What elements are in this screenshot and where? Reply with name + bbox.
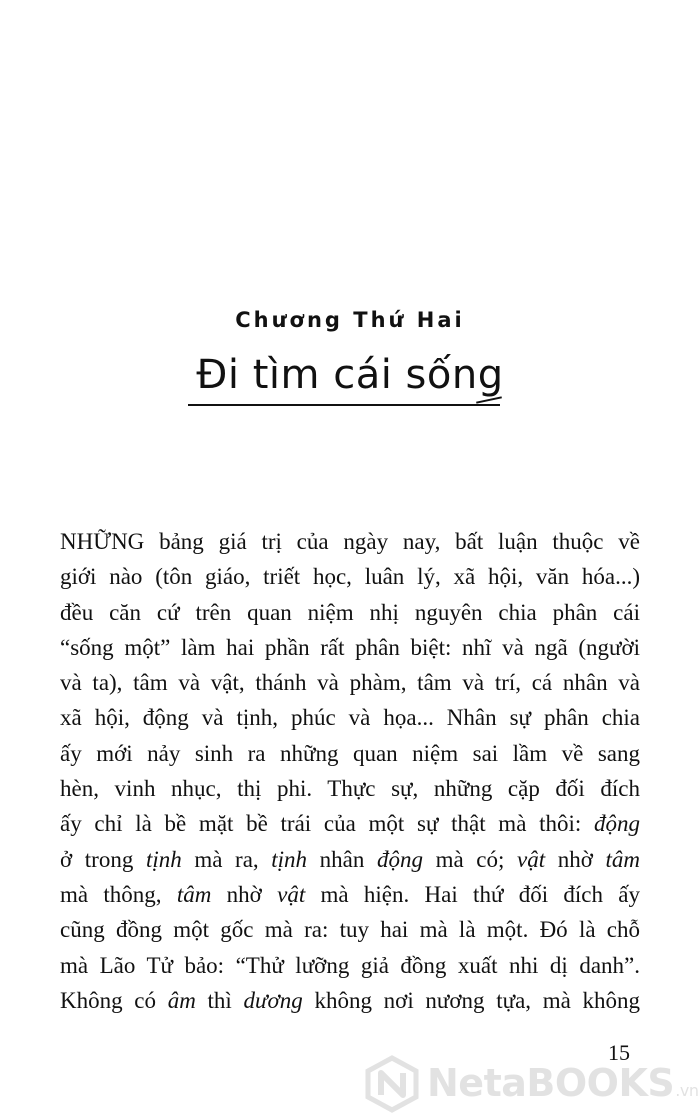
text-segment: cũng đồng một gốc mà ra: tuy hai mà là một. Đó là chỗ — [60, 917, 640, 943]
netabooks-logo-icon — [363, 1055, 421, 1113]
text-segment: nhờ — [211, 881, 278, 907]
italic-term: tịnh — [271, 846, 308, 872]
text-segment: mà ra, — [181, 846, 272, 872]
text-segment: đều căn cứ trên quan niệm nhị nguyên chia phân cái — [60, 599, 640, 625]
text-line — [60, 630, 640, 665]
text-line — [60, 877, 640, 912]
italic-term: động — [594, 811, 640, 837]
italic-term: dương — [243, 987, 303, 1013]
text-line — [60, 559, 640, 594]
chapter-title: Đi tìm cái sống — [196, 352, 504, 398]
text-segment: và ta), tâm và vật, thánh và phàm, tâm và trí, cá nhân và — [60, 670, 640, 696]
text-line — [60, 842, 640, 877]
text-segment: nhân — [307, 846, 377, 872]
text-segment: thì — [195, 987, 244, 1013]
italic-term: vật — [517, 846, 546, 872]
text-line — [60, 948, 640, 983]
watermark-text — [427, 1061, 698, 1105]
chapter-title-wrap — [0, 352, 700, 398]
text-segment: xã hội, động và tịnh, phúc và họa... Nhân sự phân chia — [60, 705, 640, 731]
text-segment: mà Lão Tử bảo: “Thử lưỡng giả đồng xuất nhi dị danh”. — [60, 952, 640, 978]
italic-term: động — [376, 846, 423, 872]
page-number: 15 — [608, 1040, 630, 1065]
chapter-label: Chương Thứ Hai — [235, 308, 465, 332]
italic-term: tâm — [176, 881, 212, 907]
text-segment: nhờ — [545, 846, 606, 872]
text-segment: mà hiện. Hai thứ đối đích ấy — [305, 881, 640, 907]
title-underline — [188, 404, 500, 406]
text-line — [60, 912, 640, 947]
text-segment: không nơi nương tựa, mà không — [302, 987, 640, 1013]
text-segment: “sống một” làm hai phần rất phân biệt: nhĩ và ngã (người — [60, 634, 640, 660]
italic-term: âm — [167, 987, 196, 1013]
text-line — [60, 524, 640, 559]
text-segment: ấy chỉ là bề mặt bề trái của một sự thật mà thôi: — [60, 811, 594, 837]
watermark-brand: NetaBOOKS — [427, 1061, 675, 1105]
text-segment: ấy mới nảy sinh ra những quan niệm sai lầm về sang — [60, 740, 640, 766]
text-line — [60, 806, 640, 841]
text-segment: ở trong — [60, 846, 146, 872]
text-segment: mà thông, — [60, 881, 177, 907]
text-line — [60, 700, 640, 735]
text-segment: Không có — [60, 987, 168, 1013]
watermark — [363, 1055, 699, 1111]
body-paragraph — [60, 524, 640, 1018]
text-line — [60, 665, 640, 700]
text-segment: giới nào (tôn giáo, triết học, luân lý, xã hội, văn hóa...) — [60, 564, 640, 590]
text-line — [60, 771, 640, 806]
text-line — [60, 983, 640, 1018]
text-segment: mà có; — [422, 846, 518, 872]
watermark-suffix: .vn — [675, 1081, 699, 1100]
italic-term: tịnh — [145, 846, 182, 872]
text-line — [60, 595, 640, 630]
text-line — [60, 736, 640, 771]
italic-term: vật — [277, 881, 306, 907]
text-segment: NHỮNG bảng giá trị của ngày nay, bất luận thuộc về — [60, 529, 640, 554]
text-segment: hèn, vinh nhục, thị phi. Thực sự, những cặp đối đích — [60, 776, 640, 802]
italic-term: tâm — [605, 846, 641, 872]
